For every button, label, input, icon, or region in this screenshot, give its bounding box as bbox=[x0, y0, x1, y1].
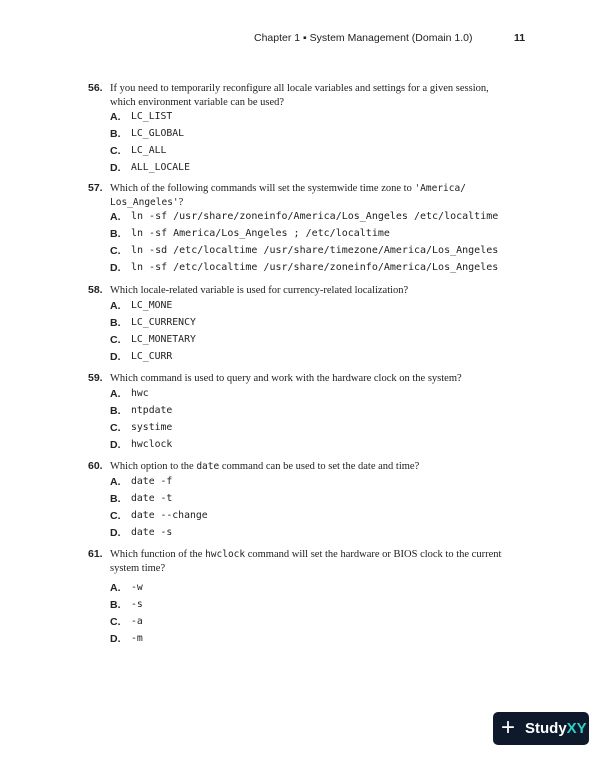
option-letter: B. bbox=[110, 599, 121, 611]
page-number: 11 bbox=[514, 32, 526, 44]
option-letter: D. bbox=[110, 262, 121, 274]
option-letter: D. bbox=[110, 162, 121, 174]
option-letter: C. bbox=[110, 616, 121, 628]
option-value: ln -sf America/Los_Angeles ; /etc/localtime bbox=[131, 228, 390, 239]
option-letter: D. bbox=[110, 439, 121, 451]
question-text-line: command can be used to set the date and time? bbox=[219, 461, 420, 472]
option-value: date -t bbox=[131, 493, 173, 504]
option-letter: A. bbox=[110, 111, 121, 123]
option-value: ntpdate bbox=[131, 405, 173, 416]
question-number: 61. bbox=[88, 548, 103, 560]
option-value: -s bbox=[131, 599, 143, 610]
option-value: ALL_LOCALE bbox=[131, 162, 190, 173]
question-text-line: Which command is used to query and work with the hardware clock on the system? bbox=[110, 373, 462, 384]
option-letter: C. bbox=[110, 334, 121, 346]
option-value: LC_LIST bbox=[131, 111, 173, 122]
option-letter: A. bbox=[110, 476, 121, 488]
question-number: 56. bbox=[88, 82, 103, 94]
option-value: date --change bbox=[131, 510, 208, 521]
option-value: date -f bbox=[131, 476, 173, 487]
option-letter: D. bbox=[110, 633, 121, 645]
question-text bbox=[110, 372, 520, 386]
option-letter: B. bbox=[110, 228, 121, 240]
brand-name-main: Study bbox=[525, 720, 567, 737]
chapter-title: Chapter 1 ▪ System Management (Domain 1.0) bbox=[254, 32, 473, 44]
option-letter: B. bbox=[110, 317, 121, 329]
option-letter: D. bbox=[110, 527, 121, 539]
option-value: -w bbox=[131, 582, 143, 593]
question-text bbox=[110, 548, 520, 576]
inline-code: hwclock bbox=[205, 549, 246, 560]
option-letter: D. bbox=[110, 351, 121, 363]
option-value: hwc bbox=[131, 388, 149, 399]
option-value: LC_GLOBAL bbox=[131, 128, 185, 139]
option-value: LC_CURRENCY bbox=[131, 317, 196, 328]
studyxy-logo[interactable] bbox=[493, 712, 589, 745]
option-letter: A. bbox=[110, 388, 121, 400]
option-value: LC_MONETARY bbox=[131, 334, 196, 345]
option-letter: A. bbox=[110, 300, 121, 312]
brand-name bbox=[525, 720, 587, 737]
question-text bbox=[110, 182, 520, 210]
option-value: ln -sf /etc/localtime /usr/share/zoneinfo/America/Los_Angeles bbox=[131, 262, 499, 273]
option-value: -m bbox=[131, 633, 143, 644]
question-text-line: If you need to temporarily reconfigure all locale variables and settings for a given session, bbox=[110, 83, 489, 94]
question-text-line: Which option to the bbox=[110, 461, 197, 472]
question-number: 57. bbox=[88, 182, 103, 194]
option-letter: C. bbox=[110, 510, 121, 522]
question-text-line: Which locale-related variable is used for currency-related localization? bbox=[110, 285, 409, 296]
option-letter: B. bbox=[110, 493, 121, 505]
question-number: 58. bbox=[88, 284, 103, 296]
question-text bbox=[110, 460, 520, 474]
question-text-line: Which of the following commands will set the systemwide time zone to bbox=[110, 183, 415, 194]
question-text-line: which environment variable can be used? bbox=[110, 97, 285, 108]
option-letter: C. bbox=[110, 245, 121, 257]
option-value: systime bbox=[131, 422, 173, 433]
question-text-line: ? bbox=[178, 197, 184, 208]
question-text bbox=[110, 284, 520, 298]
option-value: LC_ALL bbox=[131, 145, 167, 156]
question-text-line: system time? bbox=[110, 563, 166, 574]
question-text-line: command will set the hardware or BIOS clock to the current bbox=[245, 549, 502, 560]
brand-name-accent: XY bbox=[566, 720, 587, 737]
option-value: -a bbox=[131, 616, 143, 627]
option-value: LC_MONE bbox=[131, 300, 173, 311]
option-value: ln -sf /usr/share/zoneinfo/America/Los_Angeles /etc/localtime bbox=[131, 211, 499, 222]
option-letter: C. bbox=[110, 422, 121, 434]
question-text-line: Which function of the bbox=[110, 549, 206, 560]
inline-code: date bbox=[196, 461, 220, 472]
page-header bbox=[0, 32, 612, 48]
option-letter: A. bbox=[110, 211, 121, 223]
option-value: ln -sd /etc/localtime /usr/share/timezone/America/Los_Angeles bbox=[131, 245, 499, 256]
question-text bbox=[110, 82, 520, 110]
option-value: hwclock bbox=[131, 439, 173, 450]
question-number: 60. bbox=[88, 460, 103, 472]
option-letter: C. bbox=[110, 145, 121, 157]
question-number: 59. bbox=[88, 372, 103, 384]
option-letter: B. bbox=[110, 405, 121, 417]
inline-code: 'America/ bbox=[414, 183, 466, 194]
option-value: LC_CURR bbox=[131, 351, 173, 362]
plus-icon: + bbox=[501, 714, 516, 741]
option-value: date -s bbox=[131, 527, 173, 538]
option-letter: A. bbox=[110, 582, 121, 594]
option-letter: B. bbox=[110, 128, 121, 140]
inline-code: Los_Angeles' bbox=[110, 197, 179, 208]
